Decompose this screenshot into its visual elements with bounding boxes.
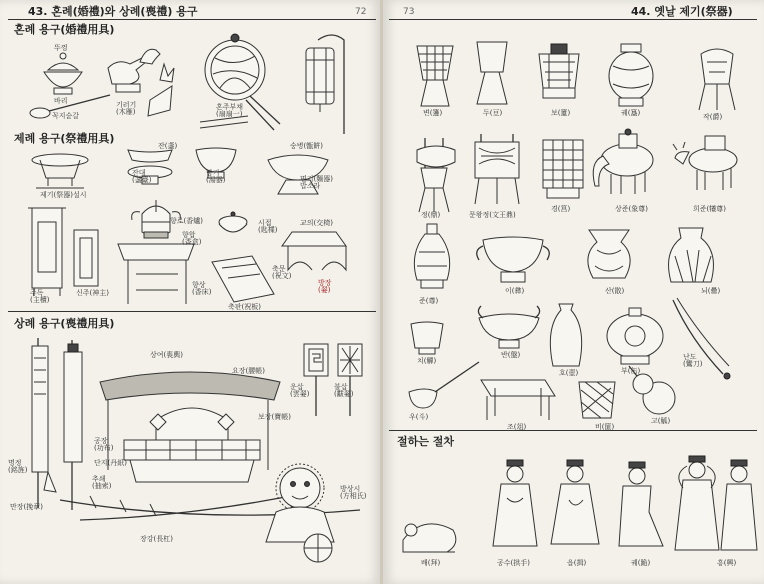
incense-table-illustration bbox=[118, 200, 194, 304]
funeral-banners-illustration bbox=[32, 338, 82, 510]
label-hyangno: 향로(香爐) bbox=[170, 217, 203, 225]
label-hwijun: 희준(犧尊) bbox=[693, 205, 726, 213]
label-bojang: 보장(寶帳) bbox=[258, 413, 291, 421]
basket-vessel-illustration bbox=[417, 46, 453, 106]
label-tanggi: 탕기 (湯器) bbox=[206, 169, 226, 184]
label-bae: 배(拜) bbox=[421, 559, 441, 567]
label-dando: 난도 (鸞刀) bbox=[683, 353, 703, 368]
right-page-number: 73 bbox=[403, 7, 415, 17]
elephant-vessel-illustration bbox=[593, 129, 653, 194]
label-jan: 잔(盞) bbox=[158, 142, 178, 150]
label-sijeop: 시접 (匙楪) bbox=[258, 219, 278, 234]
tripod-cup-illustration bbox=[699, 49, 735, 110]
bow-figure-2 bbox=[493, 460, 537, 546]
label-sangyeo: 상여(喪輿) bbox=[150, 351, 183, 359]
small-cup-illustration bbox=[411, 322, 443, 354]
label-jandae: 잔대 (盞臺) bbox=[132, 169, 152, 184]
handled-basin-illustration bbox=[477, 237, 550, 282]
label-ancestral-set: 제기(祭器)설시 bbox=[40, 191, 87, 199]
bow-figure-1 bbox=[403, 524, 456, 552]
label-spoon: 꼭지숟갈 bbox=[52, 112, 80, 120]
ornate-tripod-illustration bbox=[475, 134, 519, 204]
flared-jar-illustration bbox=[588, 230, 630, 278]
label-bari: 바리 bbox=[54, 97, 68, 105]
label-heung: 흥(興) bbox=[717, 559, 737, 567]
tablet-cabinet-illustration bbox=[28, 208, 98, 296]
label-bangsangsi: 방상시 (方相氏) bbox=[340, 485, 367, 500]
label-sinju: 신주(神主) bbox=[76, 289, 109, 297]
label-pyo: 우(斗) bbox=[409, 413, 429, 421]
tall-vase-illustration bbox=[550, 304, 581, 366]
label-i: 이(彝) bbox=[505, 287, 525, 295]
label-gongsu: 공수(拱手) bbox=[497, 559, 530, 567]
bari-bowl-illustration bbox=[44, 53, 82, 94]
right-page-header: 44. 옛날 제기(祭器) bbox=[631, 5, 733, 18]
ancestral-stand-illustration bbox=[32, 154, 88, 188]
label-chukpan: 축판(祝板) bbox=[228, 303, 261, 311]
label-jutok: 주독 (主櫝) bbox=[30, 289, 50, 304]
offering-table-illustration bbox=[481, 380, 555, 420]
label-myeongjeong: 명정 (銘旌) bbox=[8, 459, 28, 474]
label-bulsap: 불삽 (黻翣) bbox=[334, 383, 354, 398]
section-wedding: 혼례 용구(婚禮用具) bbox=[14, 23, 115, 36]
bow-figure-3 bbox=[551, 460, 599, 544]
label-chugye: 추쇄 (抽索) bbox=[92, 475, 112, 490]
label-lid: 뚜껑 bbox=[54, 44, 68, 52]
rect-vessel-illustration bbox=[539, 44, 579, 98]
label-jo: 조(俎) bbox=[507, 423, 527, 431]
section-ancestral: 제례 용구(祭禮用具) bbox=[14, 132, 115, 145]
tall-jar-illustration bbox=[414, 224, 449, 288]
bow-figure-4 bbox=[619, 462, 663, 546]
label-sungbyeong: 숭병(甑餠) bbox=[290, 142, 323, 150]
footed-cup-illustration bbox=[477, 42, 507, 104]
bow-figure-5 bbox=[675, 456, 719, 550]
section-bow: 절하는 절차 bbox=[397, 435, 454, 448]
label-ik: 읍(揖) bbox=[567, 559, 587, 567]
section-funeral: 상례 용구(喪禮用具) bbox=[14, 317, 115, 330]
right-page bbox=[383, 0, 764, 584]
sap-emblems-illustration bbox=[304, 344, 362, 416]
label-jak: 작(爵) bbox=[703, 113, 723, 121]
label-jeol: 궤(跪) bbox=[631, 559, 651, 567]
gyoui-chair-illustration bbox=[282, 232, 346, 270]
label-jangdae: 장강(長杠) bbox=[140, 535, 173, 543]
label-gwe: 보(簠) bbox=[551, 109, 571, 117]
label-wooden-geese: 기러기 (木雁) bbox=[116, 101, 137, 116]
round-flask-illustration bbox=[607, 308, 663, 364]
label-sangjun: 상준(象尊) bbox=[615, 205, 648, 213]
ox-vessel-illustration bbox=[673, 136, 737, 190]
label-chukmun: 축문 (祝文) bbox=[272, 265, 292, 280]
label-dan-ji: 단지(丹紙) bbox=[94, 459, 127, 467]
label-bi: 비(篚) bbox=[595, 423, 615, 431]
label-jangcheo: 방장 (翣) bbox=[318, 279, 332, 294]
label-ho: 호(壺) bbox=[559, 369, 579, 377]
label-hyanghap: 향합 (香盒) bbox=[182, 231, 202, 246]
label-fan: 혼주부채 (扇扇一) bbox=[216, 103, 244, 118]
wicker-box-illustration bbox=[579, 382, 615, 418]
label-myeongi: 면기(麵器) 밥소라 bbox=[300, 175, 333, 190]
sijeop-illustration bbox=[219, 212, 247, 232]
tall-tripod-illustration bbox=[417, 138, 455, 212]
label-munwangjeong: 문왕정(文王鼎) bbox=[469, 211, 516, 219]
label-du: 두(豆) bbox=[483, 109, 503, 117]
striped-jar-illustration bbox=[669, 228, 714, 282]
prayer-board-illustration bbox=[212, 256, 274, 302]
label-noe: 뇌(罍) bbox=[701, 287, 721, 295]
lantern-illustration bbox=[306, 35, 344, 134]
label-hyangsang: 향상 (香床) bbox=[192, 281, 212, 296]
left-page-header: 43. 혼례(婚禮)와 상례(喪禮) 용구 bbox=[28, 5, 198, 18]
label-ham: 궤(簋) bbox=[621, 109, 641, 117]
ladle-illustration bbox=[409, 362, 479, 408]
label-ungap: 운삽 (雲翣) bbox=[290, 383, 310, 398]
wide-bowl-illustration bbox=[478, 306, 539, 348]
label-dan: 반(盤) bbox=[501, 351, 521, 359]
bow-figure-6 bbox=[721, 460, 757, 550]
label-jun: 준(尊) bbox=[419, 297, 439, 305]
bangsangsi-mask-illustration bbox=[266, 464, 334, 562]
label-jeong: 정(鼎) bbox=[421, 211, 441, 219]
square-basket-illustration bbox=[543, 140, 583, 198]
round-lidded-vessel-illustration bbox=[609, 44, 653, 106]
left-page bbox=[0, 0, 381, 584]
label-chi: 치(觶) bbox=[417, 357, 437, 365]
label-go: 고(觚) bbox=[651, 417, 671, 425]
label-gonjang: 공장 (功布) bbox=[94, 437, 114, 452]
label-bu: 부(缶) bbox=[621, 367, 641, 375]
label-manjang: 만장(挽章) bbox=[10, 503, 43, 511]
label-gyu: 산(散) bbox=[605, 287, 625, 295]
left-page-number: 72 bbox=[355, 7, 367, 17]
label-bo: 변(籩) bbox=[423, 109, 443, 117]
label-yojang: 요장(腰帳) bbox=[232, 367, 265, 375]
label-gyeong: 경(筥) bbox=[551, 205, 571, 213]
label-gyoui: 교의(交椅) bbox=[300, 219, 333, 227]
